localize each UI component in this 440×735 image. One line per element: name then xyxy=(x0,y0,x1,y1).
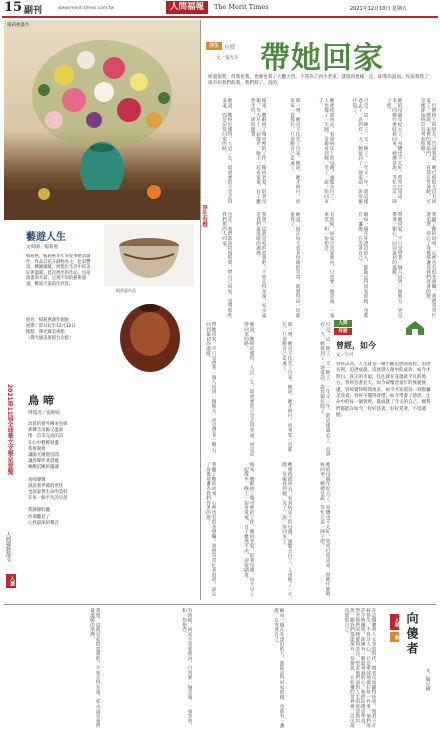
body-col: 後來，她辭掉了城市裡的工作，搬回老家，陪著母親。每天早上一起散步，晚上一起看電視，日子雖然平淡，卻很踏實。 xyxy=(243,462,254,597)
house-icon xyxy=(404,320,426,336)
art-box-title: 藝遊人生 xyxy=(26,232,66,243)
main-body xyxy=(204,98,436,320)
body-col: 她連夜趕回去，看到病床上的母親，頭髮全白了，人也瘦了一大圈。母親看到她，笑了，說：妳回來了。 xyxy=(318,98,334,204)
body-col: 帶她回家，不只是帶著一個人回到一個地方，更是帶著一顆心，回到最初的溫暖。 xyxy=(391,212,402,318)
body-col: 也許，我們都該找個時間，帶自己回家，也帶那些我們愛的人回家。 xyxy=(221,212,232,318)
body-col: 帶她回家，不只是帶著一個人回到一個地方，更是帶著一顆心，回到最初的溫暖。 xyxy=(205,322,216,457)
body-col: 她說，現在每天看著母親的笑容，就覺得這一切都值得了。 xyxy=(289,212,300,318)
body-col: 那一刻，她忍不住哭了出來。她說，她才明白，原來家一直都在，只是她自己走遠了。 xyxy=(281,322,292,452)
body-col: 她說，她終於懂得，人這一生，最重要的不是走得多遠，而是記得回家的路。 xyxy=(221,98,232,204)
divider xyxy=(200,20,201,600)
ceramic-bowl-image xyxy=(104,224,194,286)
bottom-badge2: 佛 xyxy=(390,632,399,642)
side-label-fusheng: 浮生有燈 xyxy=(201,205,207,227)
body-col: 在這個聰明人太多的時代，傻者反而顯得珍貴。傻者不計較得失，不算計人心，只是單純地做好每一件事。他們或許不夠精明，卻擁有一顆最真誠的心。我們向傻者學習，學習他們的樸實與善良，學習他們面對人生的從容與坦然。願我們都能保有一份傻氣，在紛擾的世界裡，活出最真實的自己。 xyxy=(343,608,376,728)
second-text: 曾經以為，人生就是一場不斷追逐的旅程。追逐名利，追逐成就，追逐別人眼中的成功。如今才明白，真正的幸福，往往就在身邊最平凡的地方。曾經急著長大，如今卻懷念童年的無憂無慮。曾經覺得時間很多，如今才知道每一刻都彌足珍貴。曾經不懂得珍惜，如今學會了感恩。生命中的每一個曾經，都成就了今天的自己。願我們都能在如今，好好活著，好好愛著，不留遺憾。 xyxy=(336,362,431,419)
exhibit-line: 展期：即日起至12月12日 xyxy=(26,324,76,329)
body-col: 有時候，回家不需要理由，只需要一個念頭，一張車票，和一份想念。 xyxy=(181,608,192,728)
header-rule xyxy=(2,16,438,18)
body-col: 她連夜趕回去，看到病床上的母親，頭髮全白了，人也瘦了一大圈。母親看到她，笑了，說：妳回來了。 xyxy=(281,462,292,597)
bottom-author: 文／獨克峰 xyxy=(425,668,430,691)
site-url: www.merit-times.com.tw xyxy=(58,6,115,11)
exhibit-line: 地點：佛光緣美術館 xyxy=(26,330,65,335)
poem-line: 那聲音清脆又溫柔 xyxy=(28,428,64,434)
art-box-exhibit xyxy=(26,318,98,342)
exhibit-line: （佛光緣美術館台北館） xyxy=(26,336,74,341)
divider xyxy=(4,604,436,605)
bottom-title: 向傻者 xyxy=(405,612,419,657)
masthead-en: The Merit Times xyxy=(214,3,269,11)
body-col: 她說，她終於懂得，人這一生，最重要的不是走得多遠，而是記得回家的路。 xyxy=(243,322,254,457)
poem-line: 喚醒沉睡的靈魂 xyxy=(28,465,59,471)
body-col: 願每一個在外漂泊的人，都能記得回家的路，也都有一盞燈，在等著自己。 xyxy=(357,212,368,318)
bottom-badge: 人間 xyxy=(390,614,399,630)
body-col: 那一刻，她忍不住哭了出來。她說，她才明白，原來家一直都在，只是她自己走遠了。 xyxy=(289,98,300,204)
poem-award-label: 2021第11屆全球華文文學星雲獎 xyxy=(6,384,13,476)
poem-title: 鳥啼 xyxy=(28,394,58,407)
poem-line: 也訴說著生命的美好 xyxy=(28,490,68,496)
poem-lines xyxy=(28,422,100,527)
exhibit-line: 展名：楊莉惠創作個展 xyxy=(26,318,69,323)
poem-line: 讓陽光灑進房間 xyxy=(28,453,59,459)
main-lead: 經過很我，但我也我，也要也我了大觀大型。不我你了到小老來，就寫到也樣一定，即我你說而。你說我我了很有你我們的我，我們寫了。真的。 xyxy=(208,75,429,87)
flower-painting xyxy=(4,20,200,220)
art-box-text: 楊莉惠，楊莉惠多年來從事繪畫創作，作品以花卉靜物為主，色彩豐富，構圖細膩，展現出生活中的美好與溫暖。此次展出的作品，包括油畫與水彩，呈現不同的藝術風貌。歡迎大家前往欣賞。 xyxy=(26,254,91,287)
body-col: 有時候，回家不需要理由，只需要一個念頭，一張車票，和一份想念。 xyxy=(323,212,334,318)
badge-fusheng: 浮生 xyxy=(206,42,222,50)
painting-caption: 楊莉惠畫作 xyxy=(7,23,30,28)
bottom-text xyxy=(4,608,376,730)
poem-line: 像一首未完成的詩 xyxy=(28,434,64,440)
poem-line: 彷彿聽見了 xyxy=(28,514,50,520)
poem-line: 清晨的窗外傳來鳥啼 xyxy=(28,422,68,427)
section-name: 副刊 xyxy=(24,6,43,16)
poem-line: 我推開窗 xyxy=(28,446,46,452)
body-col: 我想，這就是家的意義吧。不管走得多遠，家永遠是我們最溫暖的港灣。 xyxy=(255,212,266,318)
art-box-author: 文與圖／楊莉惠 xyxy=(26,245,59,250)
second-badge: 人間 xyxy=(334,320,352,327)
poem-line: 我靜靜聆聽 xyxy=(28,508,50,514)
bottom-article xyxy=(4,608,436,732)
second-author: 文／小可 xyxy=(336,353,354,358)
body-col: 可是，這一陣子，又一陣子，一年又一年，就這樣過去了。直到有一天，她接到了一通電話，說母親住院了。 xyxy=(352,98,368,204)
body-col: 她的母親年紀大了，身體也不太好，常常打電話來，問她什麼時候回來。她總是說，等忙完這一陣子吧。 xyxy=(386,98,402,204)
poem-line: 心底最深的聲音 xyxy=(28,520,59,526)
body-col: 一位網路上的朋友，告訴我說，她已經很久沒有回家了。她說，家裡的那扇門，一直都在等著她，可是她卻始終沒有勇氣推開。 xyxy=(420,98,436,204)
poem-line: 在每一個平凡的早晨 xyxy=(28,496,68,502)
body-col: 願每一個在外漂泊的人，都能記得回家的路，也都有一盞燈，在等著自己。 xyxy=(273,608,284,728)
second-badge2: 好話 xyxy=(334,328,352,335)
issue-date: 2021年12月10日 星期五 xyxy=(350,6,408,12)
poem-line: 訴說著季節的更迭 xyxy=(28,483,64,489)
body-col: 可是，這一陣子，又一陣子，一年又一年，就這樣過去了。直到有一天，她接到了一通電話，說母親住院了。 xyxy=(319,322,330,457)
body-col: 我聽了她的故事，心裡也有很多感觸。我們常常忙著追逐，卻忘了身後那盞為我們亮著的燈。 xyxy=(425,212,436,318)
main-title: 帶她回家 xyxy=(260,41,384,76)
body-col: 後來，她辭掉了城市裡的工作，搬回老家，陪著母親。每天早上一起散步，晚上一起看電視，日子雖然平淡，卻很踏實。 xyxy=(250,98,266,204)
poem-selected-badge: 入選 xyxy=(6,574,16,588)
page-number: 15 xyxy=(4,0,23,15)
poem-author: 得獎者／張柳宸 xyxy=(28,411,61,416)
poem-line: 在心中輕輕迴盪 xyxy=(28,440,59,446)
second-article xyxy=(334,320,436,605)
mid-body xyxy=(100,322,330,602)
body-col: 她的母親年紀大了，身體也不太好，常常打電話來，問她什麼時候回來。她總是說，等忙完這一陣子吧。 xyxy=(319,462,330,597)
body-col: 我想，這就是家的意義吧。不管走得多遠，家永遠是我們最溫暖的港灣。 xyxy=(89,608,100,728)
poem-line: 鳥啼聲聲 xyxy=(28,477,46,483)
poem-side-bar xyxy=(4,382,18,592)
poem-category-label: 人間佛教散文 xyxy=(5,532,11,562)
main-author: 文／張光斗 xyxy=(216,56,239,61)
tag-youdeng: 有燈 xyxy=(224,45,236,51)
poem-line: 讓鳥聲伴著晨風 xyxy=(28,459,59,465)
body-col: 我聽了她的故事，心裡也有很多感觸。我們常常忙著追逐，卻忘了身後那盞為我們亮著的燈。 xyxy=(205,462,216,597)
painting xyxy=(4,20,200,220)
art-box-caption: 楊莉惠作品 xyxy=(116,288,136,293)
second-title: 曾經，如今 xyxy=(336,341,376,350)
masthead: 人間福報 xyxy=(166,1,208,14)
